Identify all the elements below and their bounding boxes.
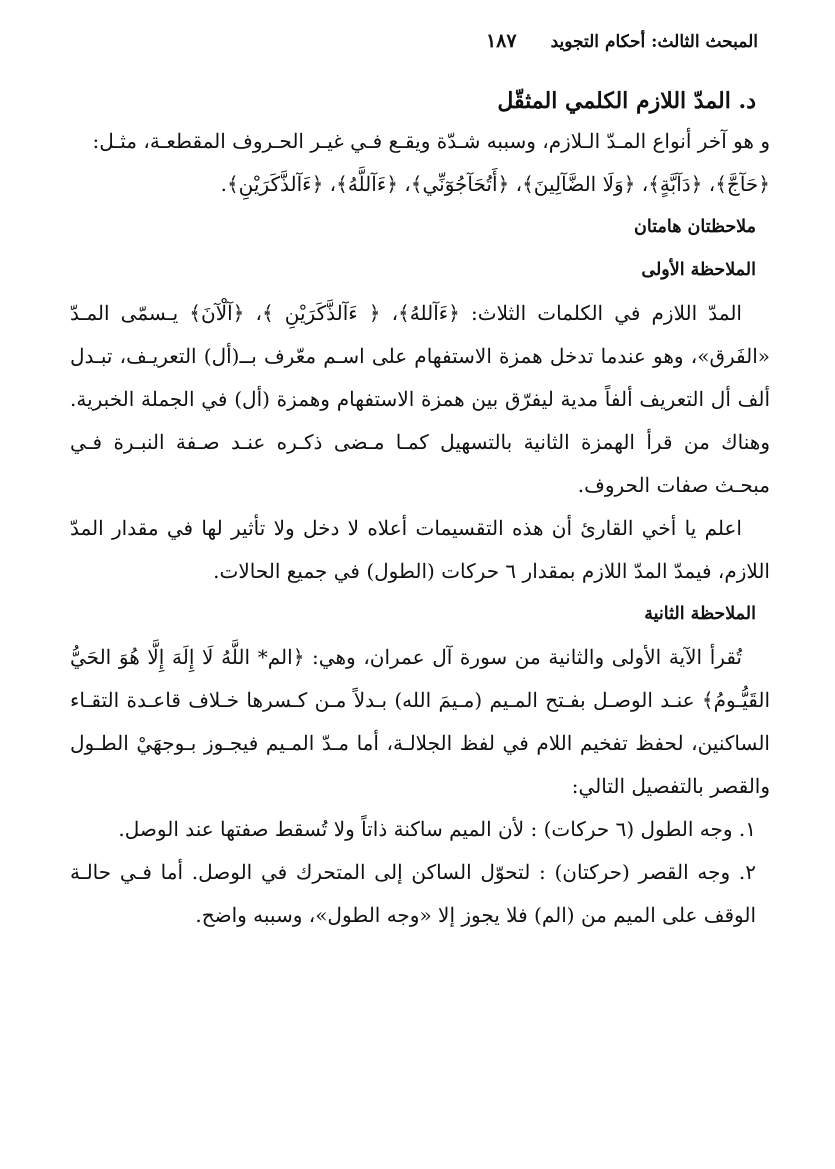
- page-number: ١٨٧: [485, 30, 517, 52]
- note2-paragraph: تُقرأ الآية الأولى والثانية من سورة آل عمران، وهي: ﴿الم* اللَّهُ لَا إِلَهَ إِلَّا هُوَ الحَيُّ القَيُّـومُ﴾ عنـد الوصـل بفـتح المـيم (مـيمَ الله) بـدلاً مـن كـسرها خـلاف قاعـدة التقـاء الساكنين، لحفظ تفخيم اللام في لفظ الجلالـة، أما مـدّ المـيم فيجـوز بـوجهَيْ الطـول والقصر بالتفصيل التالي:: [70, 645, 770, 798]
- list-item: ١. وجه الطول (٦ حركات) : لأن الميم ساكنة ذاتاً ولا تُسقط صفتها عند الوصل.: [118, 817, 756, 841]
- note1-title: الملاحظة الأولى: [641, 260, 756, 280]
- intro-paragraph: و هو آخر أنواع المـدّ الـلازم، وسببه شـدّة ويقـع فـي غيـر الحـروف المقطعـة، مثـل:: [92, 129, 770, 153]
- note1-paragraph: المدّ اللازم في الكلمات الثلاث: ﴿ءَآللهُ﴾، ﴿ ءَآلذَّكَرَيْنِ ﴾، ﴿آلْآنَ﴾ يـسمّى المـدّ «الفَرق»، وهو عندما تدخل همزة الاستفهام على اسـم معّرف بــ(أل) التعريـف، تبـدل ألف أل التعريف ألفاً مدية ليفرّق بين همزة الاستفهام وهمزة (أل) في الجملة الخبرية. وهناك من قرأ الهمزة الثانية بالتسهيل كمـا مـضى ذكـره عنـد صـفة النبـرة فـي مبحـث صفات الحروف.: [70, 301, 771, 497]
- chapter-title: المبحث الثالث: أحكام التجويد: [550, 32, 758, 52]
- section-heading: د. المدّ اللازم الكلمي المثقّل: [497, 88, 756, 114]
- book-page: [70, 30, 770, 937]
- list-item: ٢. وجه القصر (حركتان) : لتحوّل الساكن إلى المتحرك في الوصل. أما فـي حالـة الوقف على الميم من (الم) فلا يجوز إلا «وجه الطول»، وسببه واضح.: [70, 860, 756, 927]
- quran-examples: ﴿حَآجَّ﴾، ﴿دَآبَّةٍ﴾، ﴿وَلَا الضَّآلِينَ﴾، ﴿أَتُحَآجُوٓنِّي﴾، ﴿ءَآللَّهُ﴾، ﴿ءَآلذَّكَرَيْنِ﴾.: [220, 172, 770, 196]
- notes-title: ملاحظتان هامتان: [634, 217, 756, 237]
- note1-paragraph-2: اعلم يا أخي القارئ أن هذه التقسيمات أعلاه لا دخل ولا تأثير لها في مقدار المدّ اللازم، فيمدّ المدّ اللازم بمقدار ٦ حركات (الطول) في جميع الحالات.: [70, 516, 770, 583]
- note2-title: الملاحظة الثانية: [644, 604, 756, 624]
- running-header: [82, 30, 758, 70]
